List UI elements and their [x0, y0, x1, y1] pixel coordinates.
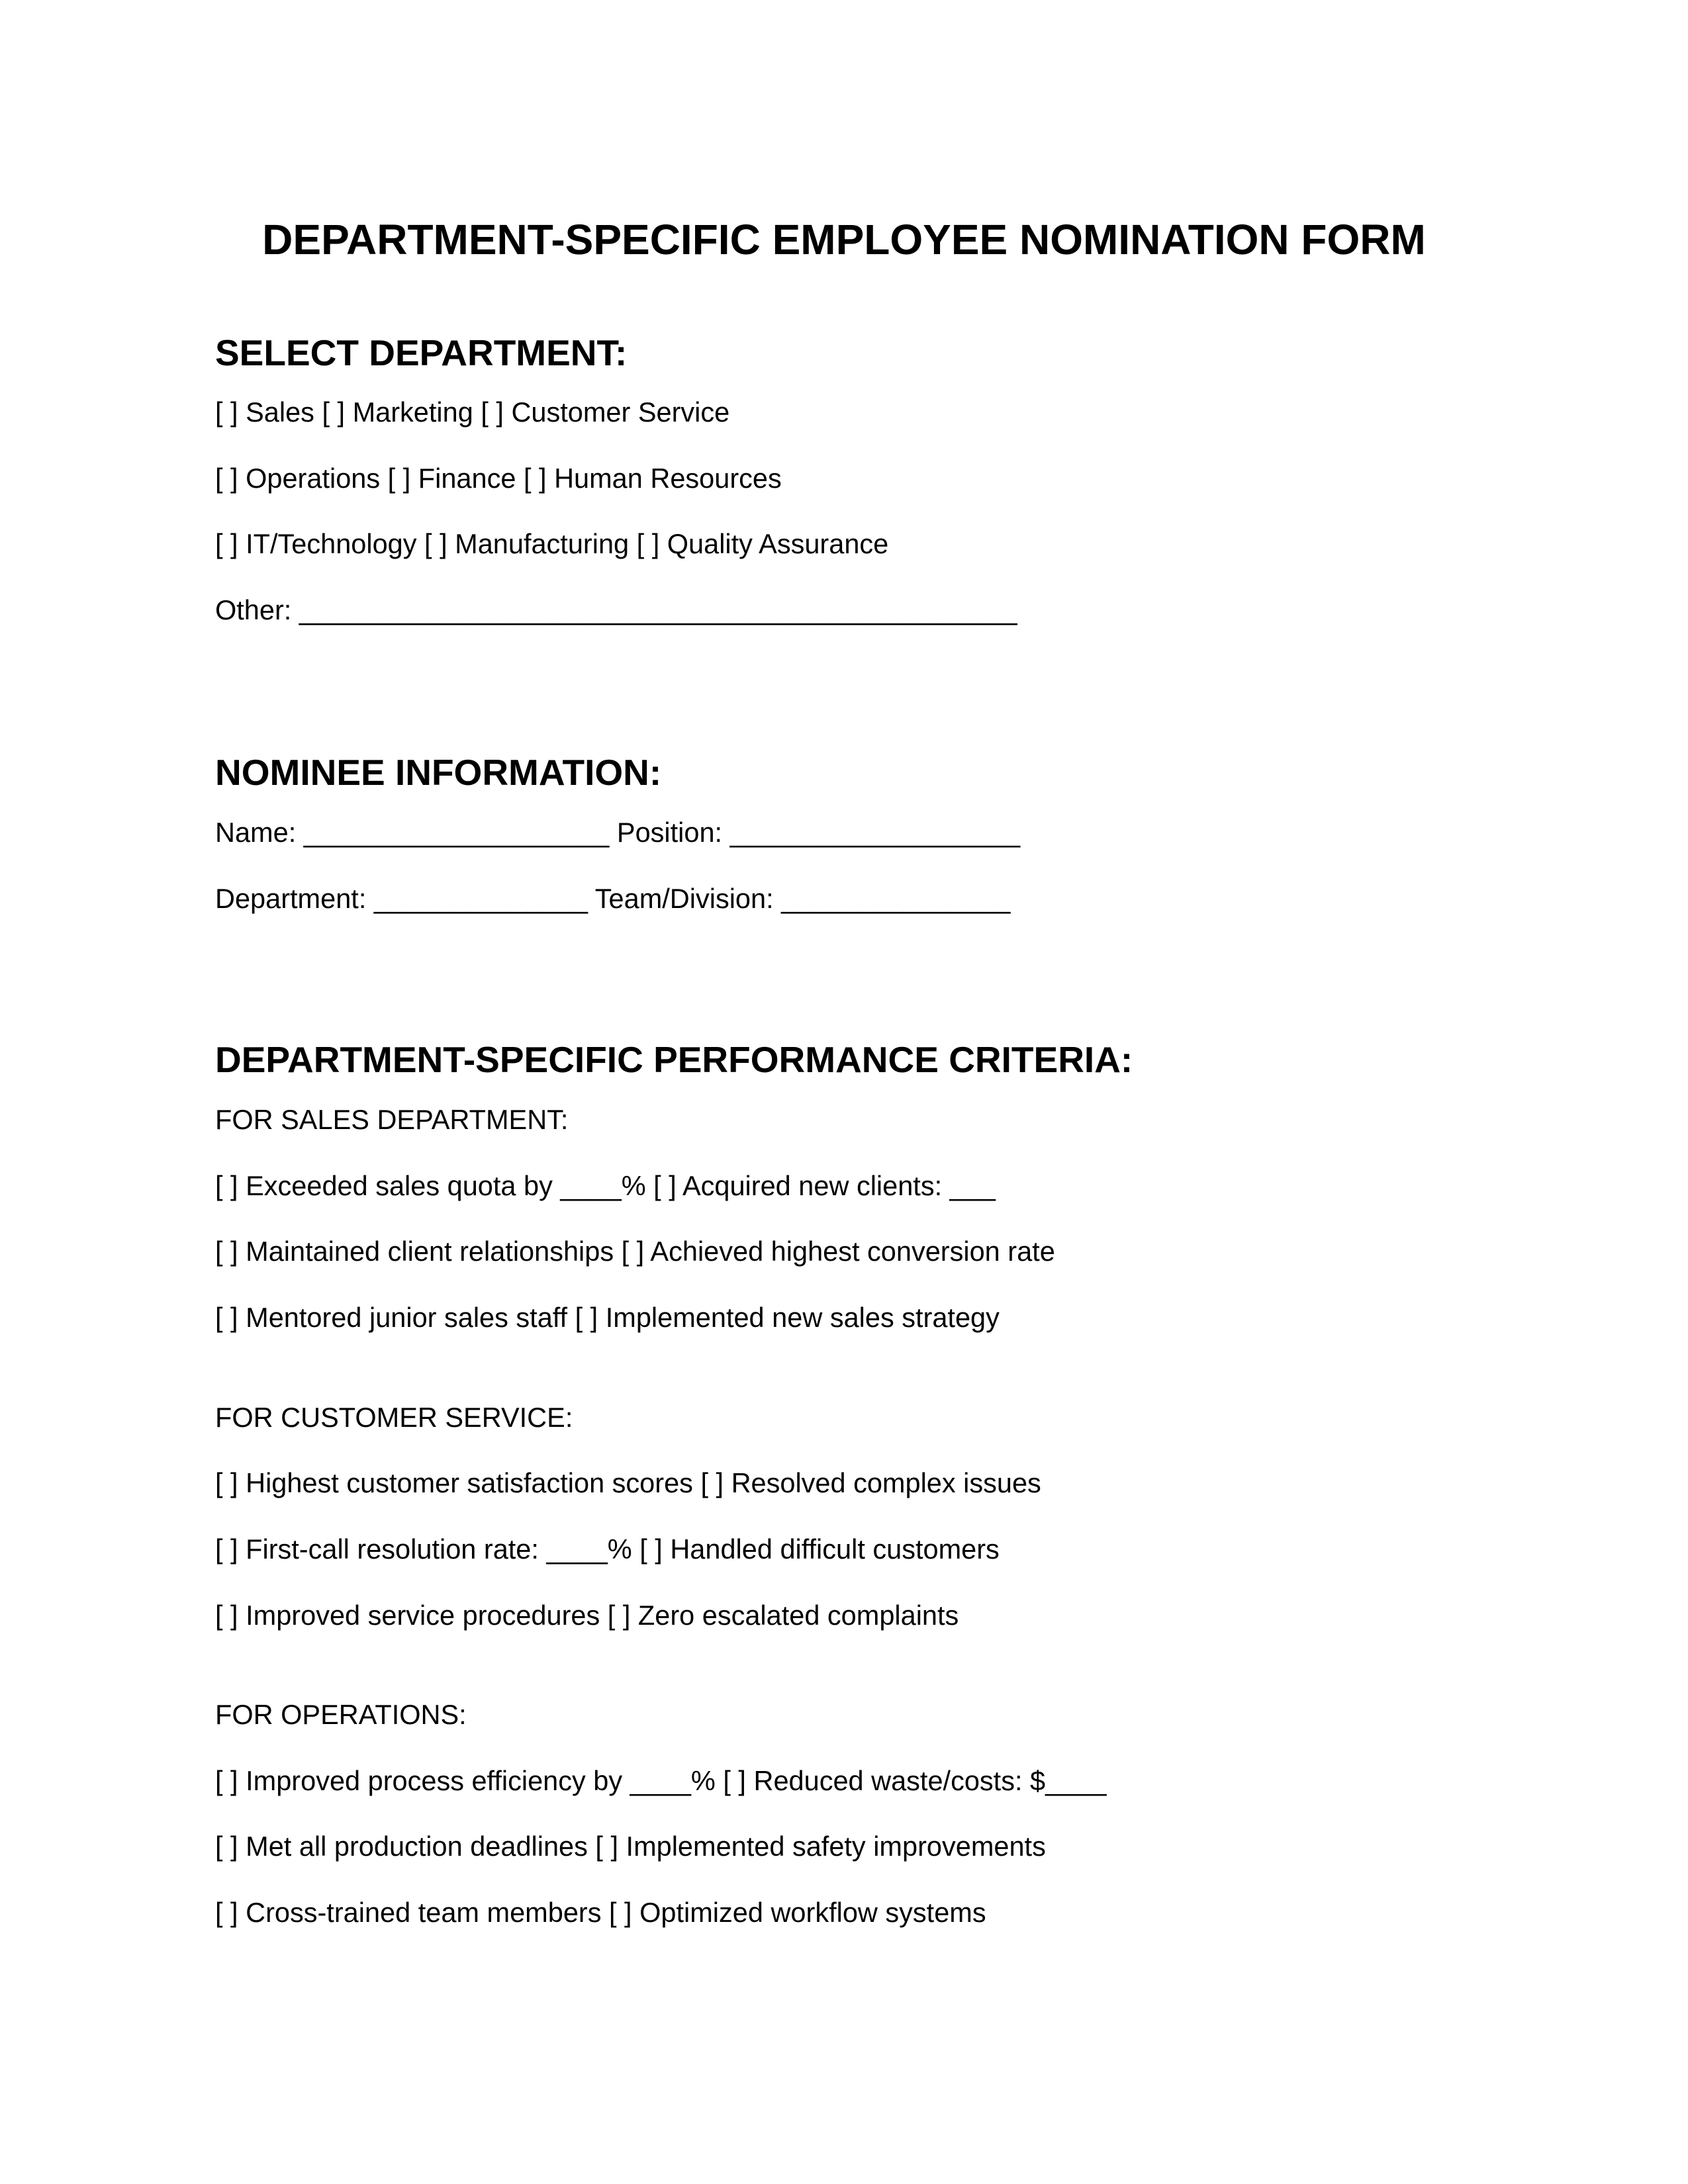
sales-criteria-line-1[interactable]: [ ] Exceeded sales quota by ____% [ ] Acquired new clients: ___	[215, 1170, 996, 1201]
department-options-line-3[interactable]: [ ] IT/Technology [ ] Manufacturing [ ] Quality Assurance	[215, 528, 889, 559]
sales-criteria-line-3[interactable]: [ ] Mentored junior sales staff [ ] Implemented new sales strategy	[215, 1302, 1000, 1333]
sales-criteria-line-2[interactable]: [ ] Maintained client relationships [ ] Achieved highest conversion rate	[215, 1236, 1055, 1267]
customer-service-criteria-line-1[interactable]: [ ] Highest customer satisfaction scores [ ] Resolved complex issues	[215, 1467, 1041, 1498]
operations-label: FOR OPERATIONS:	[215, 1699, 467, 1730]
nominee-department-team-fields[interactable]: Department: ______________ Team/Division: _______________	[215, 883, 1011, 914]
form-title: DEPARTMENT-SPECIFIC EMPLOYEE NOMINATION FORM	[262, 216, 1426, 263]
performance-criteria-heading: DEPARTMENT-SPECIFIC PERFORMANCE CRITERIA:	[215, 1039, 1133, 1080]
nominee-information-heading: NOMINEE INFORMATION:	[215, 752, 662, 793]
department-other-field[interactable]: Other: _______________________________________________	[215, 594, 1017, 625]
operations-criteria-line-3[interactable]: [ ] Cross-trained team members [ ] Optimized workflow systems	[215, 1897, 986, 1928]
select-department-heading: SELECT DEPARTMENT:	[215, 332, 628, 373]
operations-criteria-line-2[interactable]: [ ] Met all production deadlines [ ] Implemented safety improvements	[215, 1831, 1046, 1862]
department-options-line-1[interactable]: [ ] Sales [ ] Marketing [ ] Customer Service	[215, 396, 730, 428]
customer-service-criteria-line-2[interactable]: [ ] First-call resolution rate: ____% [ ] Handled difficult customers	[215, 1533, 1000, 1565]
customer-service-label: FOR CUSTOMER SERVICE:	[215, 1402, 573, 1433]
operations-criteria-line-1[interactable]: [ ] Improved process efficiency by ____% [ ] Reduced waste/costs: $____	[215, 1765, 1107, 1796]
department-options-line-2[interactable]: [ ] Operations [ ] Finance [ ] Human Resources	[215, 463, 782, 494]
customer-service-criteria-line-3[interactable]: [ ] Improved service procedures [ ] Zero escalated complaints	[215, 1600, 959, 1631]
nominee-name-position-fields[interactable]: Name: ____________________ Position: ___________________	[215, 817, 1021, 848]
sales-department-label: FOR SALES DEPARTMENT:	[215, 1104, 569, 1135]
